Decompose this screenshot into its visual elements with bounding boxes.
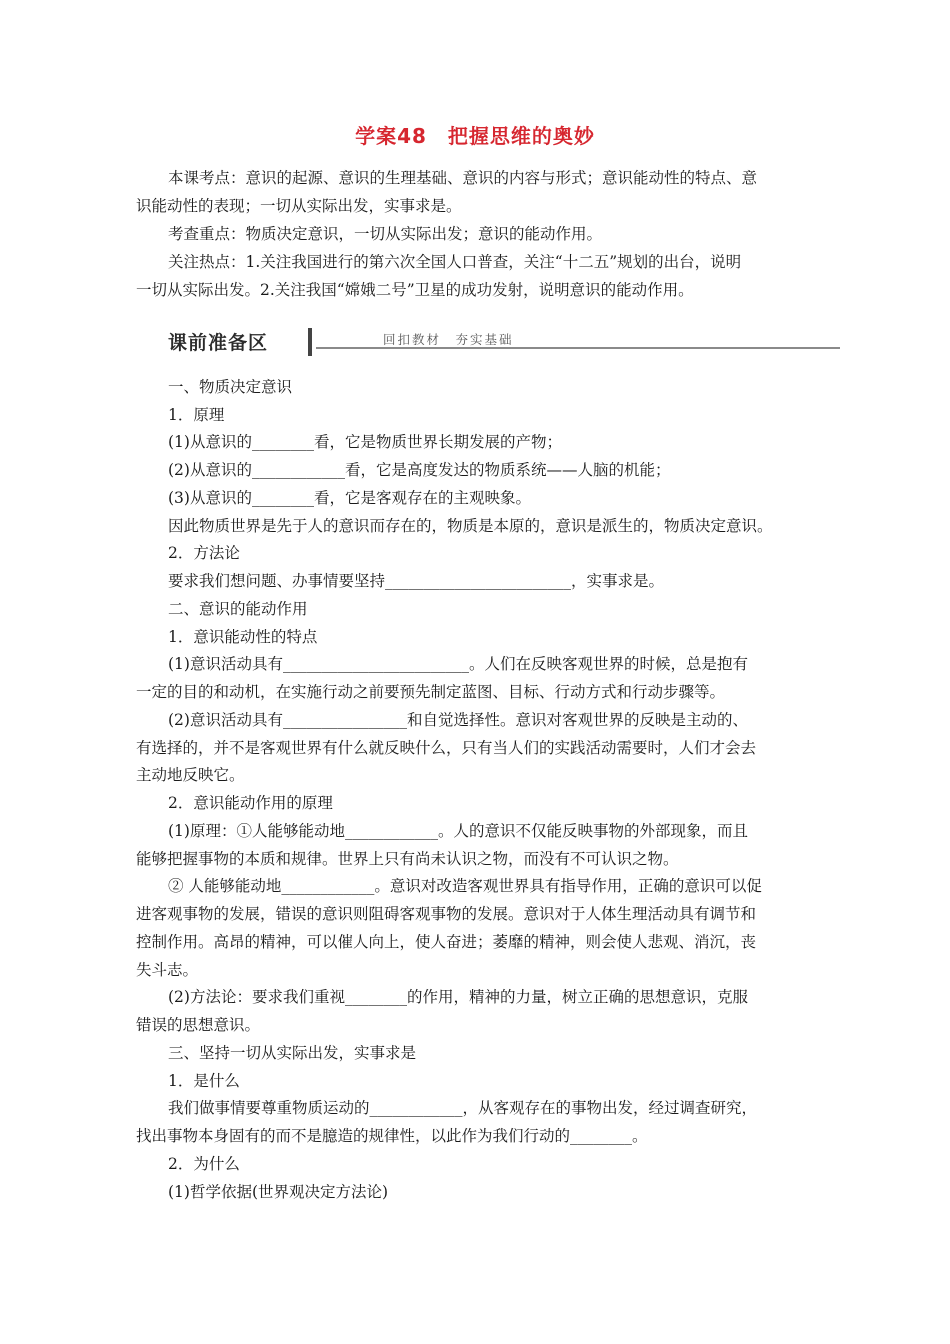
intro-line: 关注热点：1.关注我国进行的第六次全国人口普查，关注“十二五”规划的出台，说明 [168,253,742,271]
body-line: 主动地反映它。 [136,766,245,784]
body-line: (1)哲学依据(世界观决定方法论) [168,1183,389,1201]
body-line: 控制作用。高昂的精神，可以催人向上，使人奋进；萎靡的精神，则会使人悲观、消沉，丧 [136,933,757,951]
intro-line: 考查重点：物质决定意识，一切从实际出发；意识的能动作用。 [168,225,603,243]
subsection-heading: 2．方法论 [168,544,240,562]
subsection-heading: 1．意识能动性的特点 [168,628,318,646]
body-line: 我们做事情要尊重物质运动的____________，从客观存在的事物出发，经过调查研究， [168,1099,758,1117]
section-heading: 二、意识的能动作用 [168,600,308,618]
intro-line: 一切从实际出发。2.关注我国“嫦娥二号”卫星的成功发射，说明意识的能动作用。 [136,281,694,299]
body-line: 错误的思想意识。 [136,1016,261,1034]
banner-label: 课前准备区 [168,328,312,356]
body-line: 找出事物本身固有的而不是臆造的规律性，以此作为我们行动的________。 [136,1127,648,1145]
subsection-heading: 2．为什么 [168,1155,240,1173]
banner-subtitle: 回扣教材 夯实基础 [383,332,514,347]
body-line: (2)意识活动具有________________和自觉选择性。意识对客观世界的反映是主动的、 [168,711,748,729]
body-line: 有选择的，并不是客观世界有什么就反映什么，只有当人们的实践活动需要时，人们才会去 [136,739,757,757]
subsection-heading: 1．原理 [168,406,225,424]
body-line: (1)意识活动具有________________________。人们在反映客观世界的时候，总是抱有 [168,655,748,673]
body-line: 一定的目的和动机，在实施行动之前要预先制定蓝图、目标、行动方式和行动步骤等。 [136,683,726,701]
page-title: 学案48 把握思维的奥妙 [355,124,595,148]
subsection-heading: 2．意识能动作用的原理 [168,794,333,812]
intro-line: 识能动性的表现；一切从实际出发，实事求是。 [136,197,462,215]
section-heading: 一、物质决定意识 [168,378,293,396]
body-line: (2)方法论：要求我们重视________的作用，精神的力量，树立正确的思想意识，克服 [168,988,748,1006]
body-line: (1)从意识的________看，它是物质世界长期发展的产物； [168,433,562,451]
body-line: (1)原理：①人能够能动地____________。人的意识不仅能反映事物的外部现象，而且 [168,822,748,840]
body-line: (3)从意识的________看，它是客观存在的主观映象。 [168,489,531,507]
section-heading: 三、坚持一切从实际出发，实事求是 [168,1044,417,1062]
subsection-heading: 1．是什么 [168,1072,240,1090]
section-banner [168,325,840,359]
body-line: ② 人能够能动地____________。意识对改造客观世界具有指导作用，正确的意识可以促 [168,877,762,895]
body-line: 要求我们想问题、办事情要坚持________________________，实事求是。 [168,572,665,590]
body-line: (2)从意识的____________看，它是高度发达的物质系统——人脑的机能； [168,461,671,479]
body-line: 进客观事物的发展，错误的意识则阻碍客观事物的发展。意识对于人体生理活动具有调节和 [136,905,757,923]
intro-line: 本课考点：意识的起源、意识的生理基础、意识的内容与形式；意识能动性的特点、意 [168,169,758,187]
body-line: 能够把握事物的本质和规律。世界上只有尚未认识之物，而没有不可认识之物。 [136,850,679,868]
body-line: 因此物质世界是先于人的意识而存在的，物质是本原的，意识是派生的，物质决定意识。 [168,517,773,535]
body-line: 失斗志。 [136,961,199,979]
